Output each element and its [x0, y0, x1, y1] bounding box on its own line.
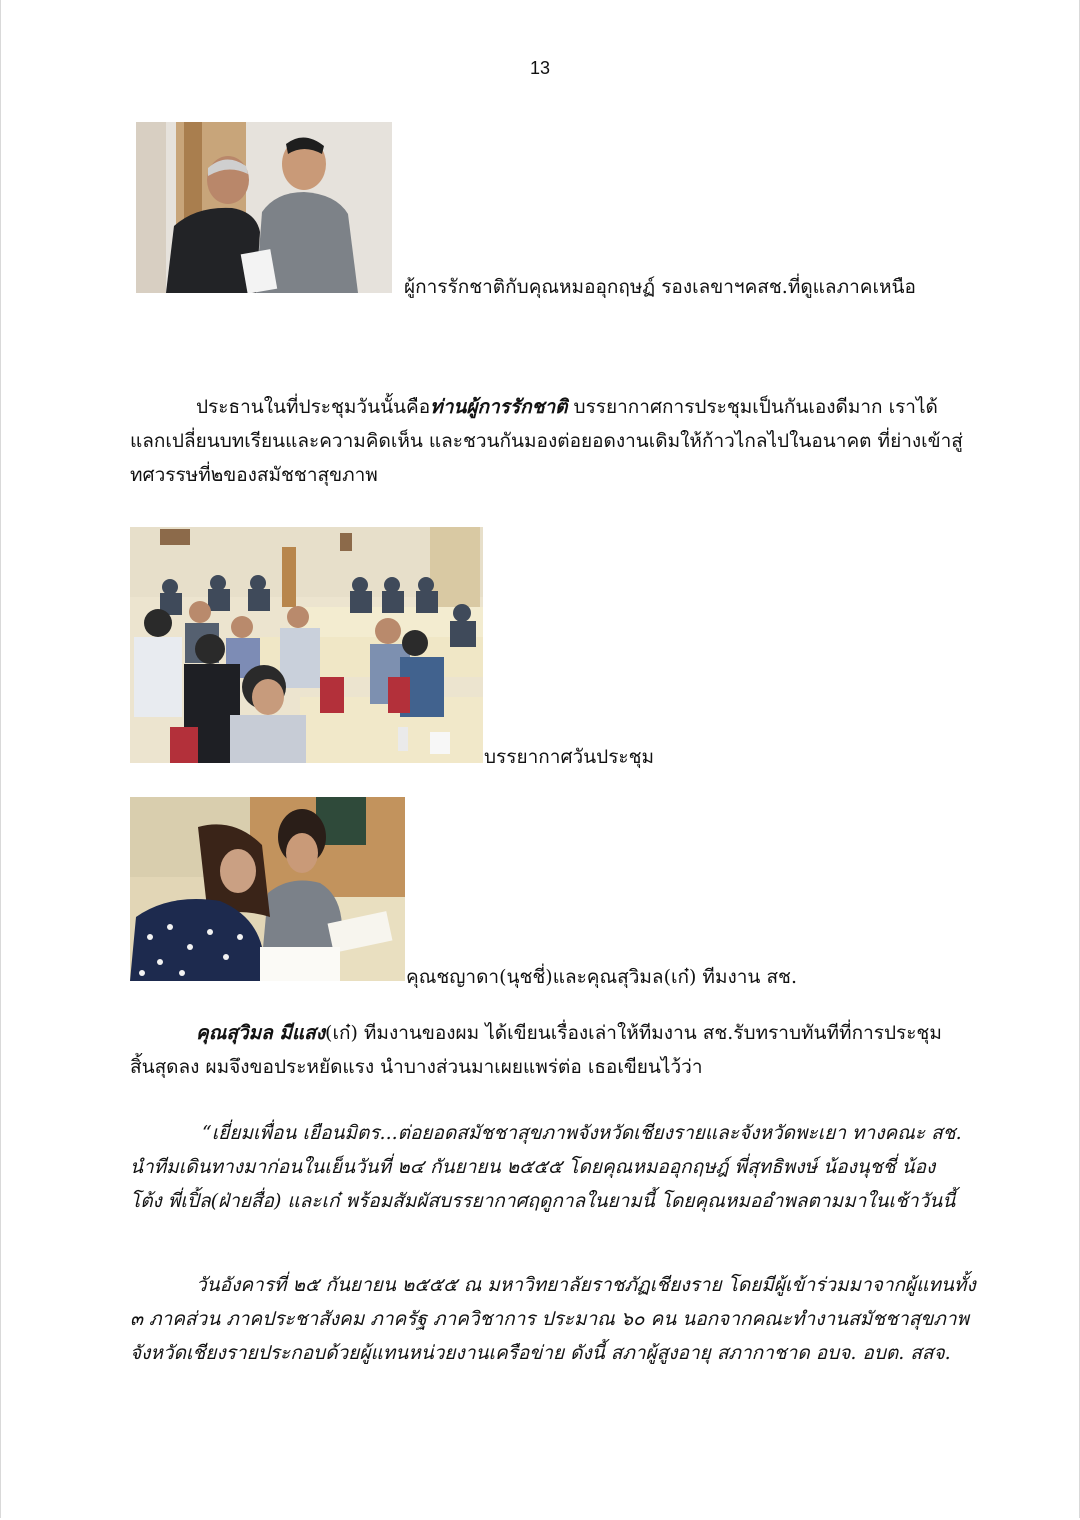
- paragraph-4-line-2: ๓ ภาคส่วน ภาคประชาสังคม ภาครัฐ ภาควิชาการ ประมาณ ๖๐ คน นอกจากคณะทำงานสมัชชาสุขภาพ: [130, 1308, 970, 1330]
- paragraph-2-line-1: คุณสุวิมล มีแสง(เก๋) ทีมงานของผม ได้เขียนเรื่องเล่าให้ทีมงาน สช.รับทราบทันทีที่การประชุม: [196, 1022, 942, 1044]
- paragraph-1-line-3: ทศวรรษที่๒ของสมัชชาสุขภาพ: [130, 464, 378, 486]
- paragraph-1-line-1: ประธานในที่ประชุมวันนั้นคือท่านผู้การรักชาติ บรรยากาศการประชุมเป็นกันเองดีมาก เราได้: [196, 396, 938, 418]
- photo-meeting: [130, 527, 483, 763]
- paragraph-3-line-1: “เยี่ยมเพื่อน เยือนมิตร...ต่อยอดสมัชชาสุขภาพจังหวัดเชียงรายและจังหวัดพะเยา ทางคณะ สช.: [202, 1122, 962, 1144]
- paragraph-1-line-2: แลกเปลี่ยนบทเรียนและความคิดเห็น และชวนกันมองต่อยอดงานเดิมให้ก้าวไกลไปในอนาคต ที่ย่างเข้าสู่: [130, 430, 963, 452]
- paragraph-3-quote: [130, 1116, 962, 1218]
- paragraph-4-line-1: วันอังคารที่ ๒๕ กันยายน ๒๕๕๕ ณ มหาวิทยาลัยราชภัฏเชียงราย โดยมีผู้เข้าร่วมมาจากผู้แทนทั้ง: [196, 1274, 976, 1296]
- paragraph-3-line-3: โต้ง พี่เปิ้ล(ฝ่ายสื่อ) และเก๋ พร้อมสัมผัสบรรยากาศฤดูกาลในยามนี้ โดยคุณหมออำพลตามมาในเช้าวันนี้: [130, 1190, 956, 1212]
- photo-meeting-image: [130, 527, 483, 763]
- photo-caption-2: บรรยากาศวันประชุม: [484, 746, 655, 768]
- photo-two-women-image: [130, 797, 405, 981]
- paragraph-2: [130, 1016, 950, 1084]
- paragraph-2-line-2: สิ้นสุดลง ผมจึงขอประหยัดแรง นำบางส่วนมาเผยแพร่ต่อ เธอเขียนไว้ว่า: [130, 1056, 703, 1078]
- paragraph-1: [130, 390, 963, 492]
- page-number: 13: [529, 58, 551, 78]
- photo-two-men: [136, 122, 392, 293]
- photo-two-women: [130, 797, 405, 981]
- photo-caption-3: คุณชญาดา(นุชชี่)และคุณสุวิมล(เก๋) ทีมงาน สช.: [406, 966, 797, 988]
- photo-two-men-image: [136, 122, 392, 293]
- paragraph-4-line-3: จังหวัดเชียงรายประกอบด้วยผู้แทนหน่วยงานเครือข่าย ดังนี้ สภาผู้สูงอายุ สภากาชาด อบจ. อบต. สสจ.: [130, 1342, 951, 1364]
- photo-caption-1: ผู้การรักชาติกับคุณหมออุกฤษฏ์ รองเลขาฯคสช.ที่ดูแลภาคเหนือ: [404, 276, 916, 298]
- paragraph-4: [130, 1268, 976, 1370]
- paragraph-3-line-2: นำทีมเดินทางมาก่อนในเย็นวันที่ ๒๔ กันยายน ๒๕๕๕ โดยคุณหมออุกฤษฎ์ พี่สุทธิพงษ์ น้องนุชชี่ น้อง: [130, 1156, 936, 1178]
